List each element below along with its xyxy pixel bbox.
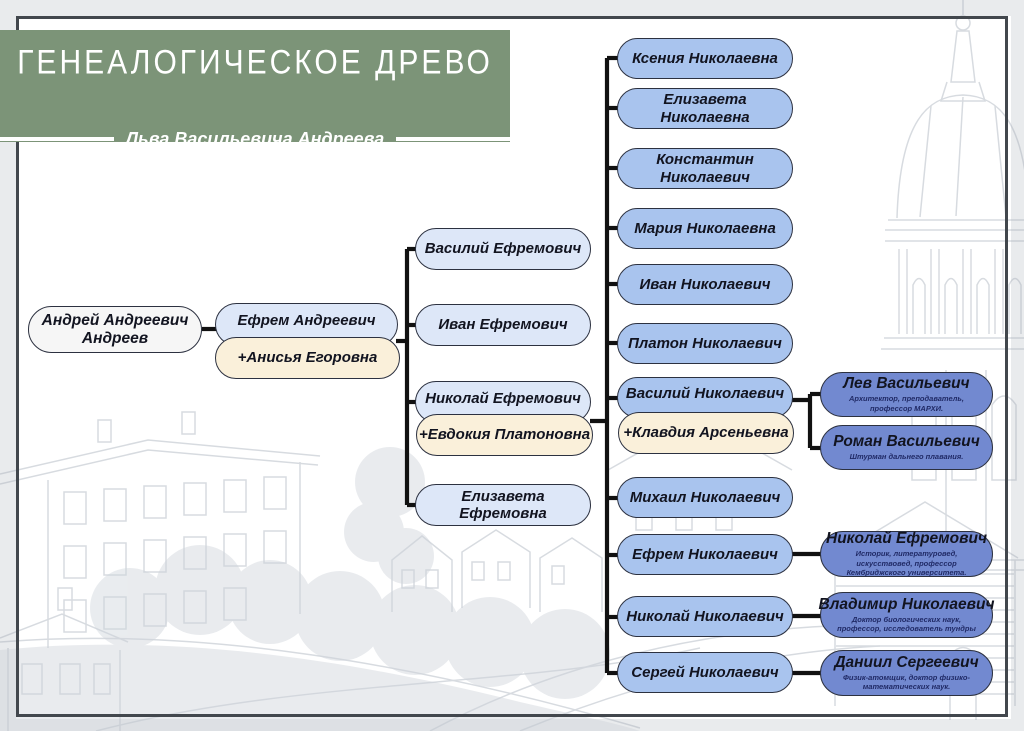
node-roman-vasilievich bbox=[820, 425, 993, 470]
node-vasiliy-efremovich: Василий Ефремович bbox=[415, 228, 591, 270]
node-elizaveta-nikolaevna: Елизавета Николаевна bbox=[617, 88, 793, 129]
person-name: Владимир Николаевич bbox=[818, 595, 995, 613]
spouse-node-klavdiya-arsenevna: +Клавдия Арсеньевна bbox=[618, 412, 794, 454]
node-vasiliy-nikolaevich: Василий Николаевич bbox=[617, 377, 793, 418]
node-lev-vasilievich bbox=[820, 372, 993, 417]
page-subtitle: Льва Васильевича Андреева bbox=[125, 128, 385, 149]
node-daniil-sergeevich bbox=[820, 650, 993, 696]
node-platon-nikolaevich: Платон Николаевич bbox=[617, 323, 793, 364]
node-ivan-efremovich: Иван Ефремович bbox=[415, 304, 591, 346]
person-name: Даниил Сергеевич bbox=[834, 653, 979, 671]
node-kseniya-nikolaevna: Ксения Николаевна bbox=[617, 38, 793, 79]
page-title: ГЕНЕАЛОГИЧЕСКОЕ ДРЕВО bbox=[17, 43, 493, 82]
node-andrey-andreevich-andreev: Андрей Андреевич Андреев bbox=[28, 306, 202, 353]
person-name: Роман Васильевич bbox=[833, 433, 980, 451]
spouse-node-evdokiya-platonovna: +Евдокия Платоновна bbox=[416, 414, 593, 456]
node-nikolay-nikolaevich: Николай Николаевич bbox=[617, 596, 793, 637]
node-nikolay-efremovich: Николай Ефремович bbox=[415, 381, 591, 423]
person-occupation: Физик-атомщик, доктор физико-математических наук. bbox=[843, 672, 970, 692]
person-occupation: Архитектор, преподаватель, профессор МАРХИ. bbox=[849, 394, 964, 413]
person-occupation: Историк, литературовед, искусствовед, профессор Кембриджского университета. bbox=[846, 548, 967, 578]
node-mikhail-nikolaevich: Михаил Николаевич bbox=[617, 477, 793, 518]
node-mariya-nikolaevna: Мария Николаевна bbox=[617, 208, 793, 249]
node-konstantin-nikolaevich: Константин Николаевич bbox=[617, 148, 793, 189]
node-elizaveta-efremovna: Елизавета Ефремовна bbox=[415, 484, 591, 526]
node-nikolay-efremovich-jr bbox=[820, 531, 993, 577]
person-occupation: Штурман дальнего плавания. bbox=[849, 452, 964, 462]
spouse-node-anisya-egorovna: +Анисья Егоровна bbox=[215, 337, 400, 379]
person-name: Николай Ефремович bbox=[826, 529, 987, 547]
person-occupation: Доктор биологических наук, профессор, исследователь тундры bbox=[837, 614, 976, 634]
node-sergey-nikolaevich: Сергей Николаевич bbox=[617, 652, 793, 693]
person-name: Лев Васильевич bbox=[843, 375, 970, 393]
node-efrem-nikolaevich: Ефрем Николаевич bbox=[617, 534, 793, 575]
node-vladimir-nikolaevich bbox=[820, 592, 993, 638]
node-efrem-andreevich: Ефрем Андреевич bbox=[215, 303, 398, 346]
node-ivan-nikolaevich: Иван Николаевич bbox=[617, 264, 793, 305]
